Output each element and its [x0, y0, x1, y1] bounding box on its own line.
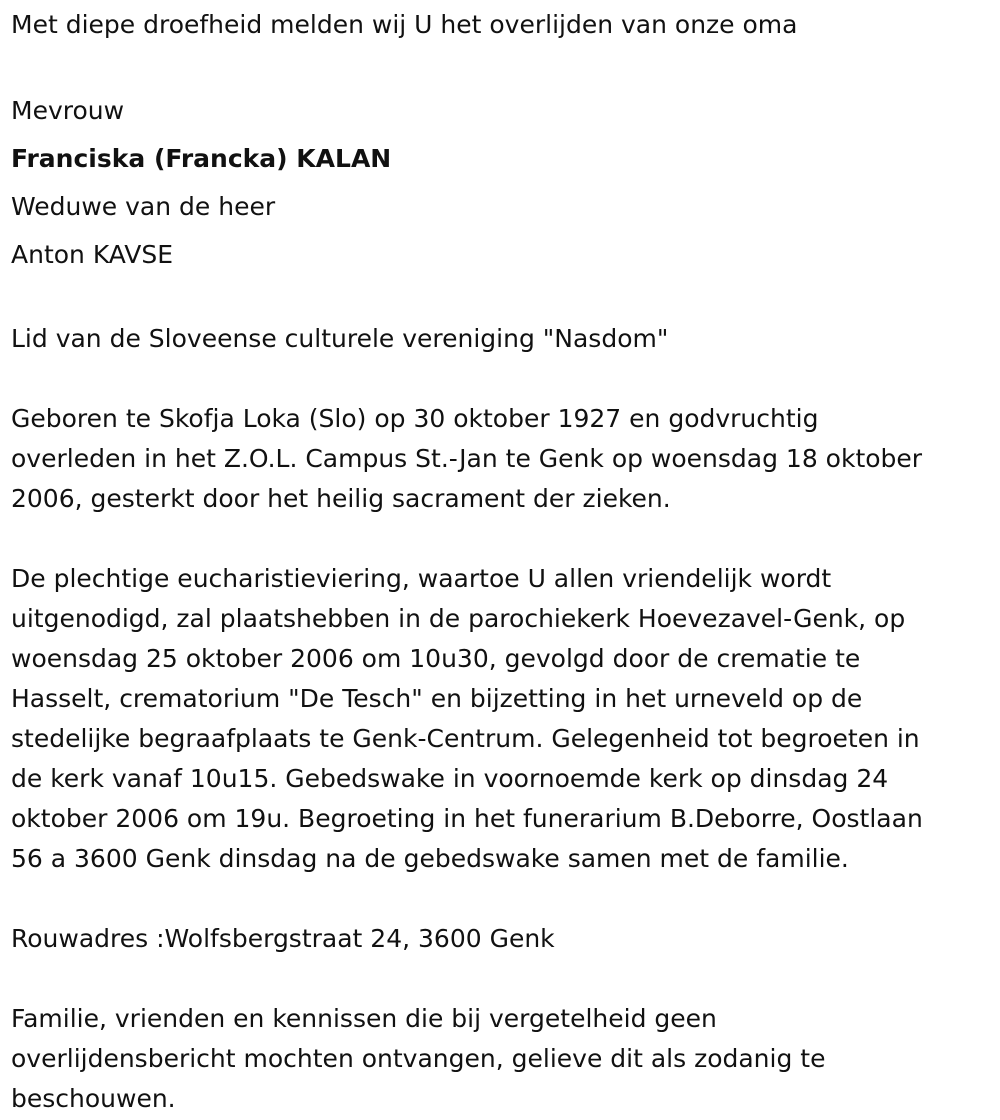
paragraph-line: woensdag 25 oktober 2006 om 10u30, gevolgd door de crematie te [11, 644, 861, 673]
spouse-name: Anton KAVSE [11, 240, 174, 269]
ceremony-paragraph [11, 559, 991, 879]
paragraph-line: uitgenodigd, zal plaatshebben in de parochiekerk Hoevezavel-Genk, op [11, 604, 906, 633]
paragraph-line: stedelijke begraafplaats te Genk-Centrum. Gelegenheid tot begroeten in [11, 724, 920, 753]
birth-death-paragraph [11, 399, 991, 519]
person-block [11, 87, 991, 279]
paragraph-line: Familie, vrienden en kennissen die bij vergetelheid geen [11, 1004, 717, 1033]
person-name: Franciska (Francka) KALAN [11, 144, 392, 173]
paragraph-line: de kerk vanaf 10u15. Gebedswake in voornoemde kerk op dinsdag 24 [11, 764, 889, 793]
closing-paragraph [11, 999, 991, 1119]
intro-text: Met diepe droefheid melden wij U het overlijden van onze oma [11, 10, 798, 39]
paragraph-line: De plechtige eucharistieviering, waartoe U allen vriendelijk wordt [11, 564, 832, 593]
paragraph-line: oktober 2006 om 19u. Begroeting in het funerarium B.Deborre, Oostlaan [11, 804, 923, 833]
person-title: Mevrouw [11, 96, 125, 125]
obituary-document [11, 5, 991, 1119]
paragraph-line: beschouwen. [11, 1084, 176, 1113]
paragraph-line: overleden in het Z.O.L. Campus St.-Jan te Genk op woensdag 18 oktober [11, 444, 923, 473]
paragraph-line: 56 a 3600 Genk dinsdag na de gebedswake samen met de familie. [11, 844, 849, 873]
spouse-label: Weduwe van de heer [11, 192, 276, 221]
paragraph-line: Hasselt, crematorium "De Tesch" en bijzetting in het urneveld op de [11, 684, 863, 713]
paragraph-line: 2006, gesterkt door het heilig sacrament der zieken. [11, 484, 671, 513]
mourning-address: Rouwadres :Wolfsbergstraat 24, 3600 Genk [11, 924, 555, 953]
membership-text: Lid van de Sloveense culturele vereniging "Nasdom" [11, 324, 669, 353]
paragraph-line: overlijdensbericht mochten ontvangen, gelieve dit als zodanig te [11, 1044, 826, 1073]
paragraph-line: Geboren te Skofja Loka (Slo) op 30 oktober 1927 en godvruchtig [11, 404, 819, 433]
